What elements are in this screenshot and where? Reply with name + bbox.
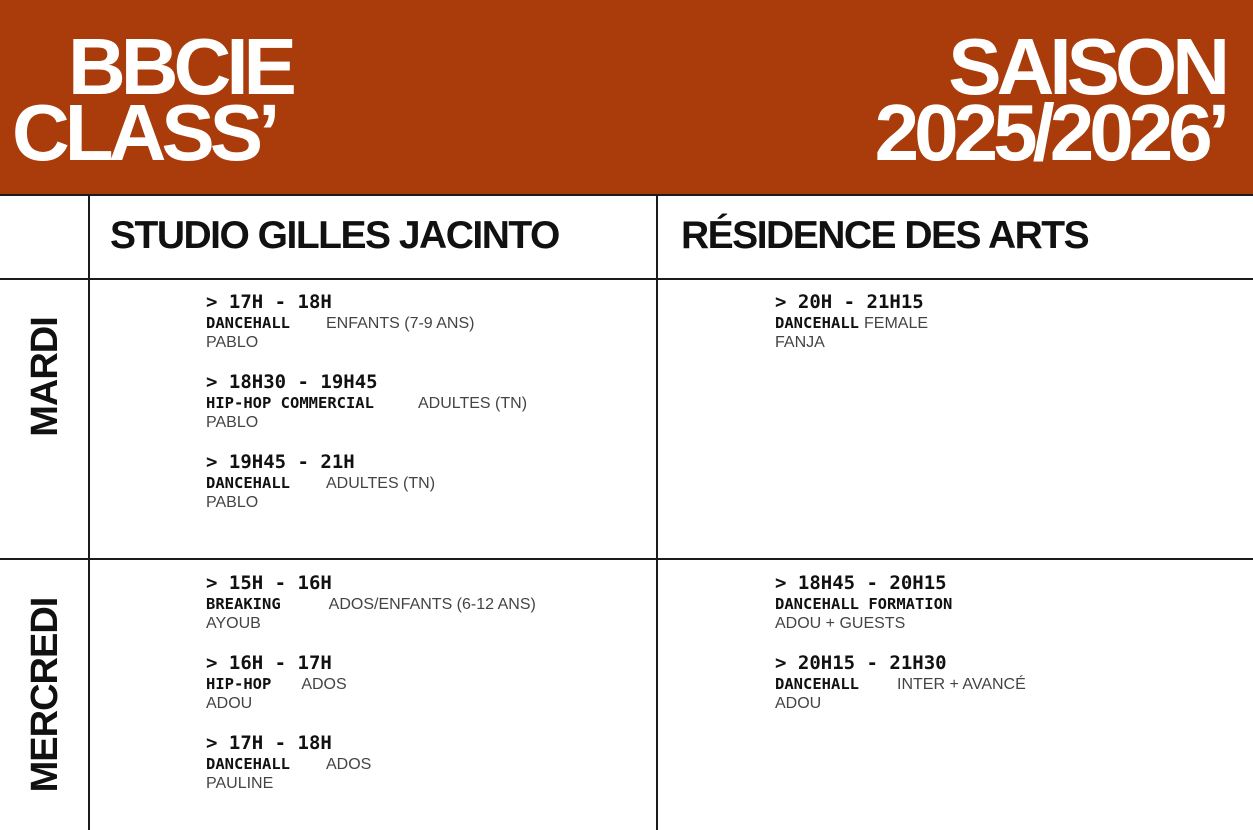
slot-level: ADOS [326,756,372,773]
slot-teacher: ADOU + GUESTS [775,615,906,632]
slot-level: INTER + AVANCÉ [897,676,1026,693]
class-title [12,22,292,177]
slot-teacher: PAULINE [206,775,274,792]
class-slot [775,572,952,634]
grid-line-top [0,194,1253,196]
slot-teacher: PABLO [206,494,259,511]
venue-header-studio: STUDIO GILLES JACINTO [110,214,559,257]
slot-teacher: FANJA [775,334,825,351]
grid-line-day-separator [0,558,1253,560]
slot-style: HIP-HOP COMMERCIAL [206,394,374,412]
slot-teacher: AYOUB [206,615,261,632]
class-slot [206,371,527,433]
slot-time: > 18H30 - 19H45 [206,371,378,393]
slot-style: DANCEHALL [206,314,290,332]
class-title-line2: CLASS’ [12,88,276,177]
slot-level: FEMALE [864,315,929,332]
slot-style: DANCEHALL [775,675,859,693]
class-slot [206,652,347,714]
slot-teacher: PABLO [206,334,259,351]
slot-style: DANCEHALL FORMATION [775,595,953,613]
slot-teacher: PABLO [206,414,259,431]
slot-level: ADOS [301,676,347,693]
class-slot [206,572,536,634]
slot-level: ADOS/ENFANTS (6-12 ANS) [328,596,536,613]
slot-level: ENFANTS (7-9 ANS) [326,315,475,332]
slot-style: DANCEHALL [206,474,290,492]
slot-level: ADULTES (TN) [417,395,528,412]
slot-time: > 17H - 18H [206,732,332,754]
season-title [874,22,1225,177]
day-label-mercredi: MERCREDI [24,597,66,793]
grid-line-day-column [88,195,90,830]
slot-time: > 20H - 21H15 [775,291,924,313]
slot-style: HIP-HOP [206,675,272,693]
slot-teacher: ADOU [775,695,822,712]
slot-time: > 19H45 - 21H [206,451,355,473]
class-slot [206,732,371,794]
slot-time: > 18H45 - 20H15 [775,572,947,594]
class-slot [206,451,435,513]
class-title-line1: BBCIE [68,22,292,111]
slot-style: BREAKING [206,595,281,613]
grid-line-header-bottom [0,278,1253,280]
slot-style: DANCEHALL [775,314,859,332]
header-banner [0,0,1253,195]
slot-level: ADULTES (TN) [326,475,436,492]
season-title-line2: 2025/2026’ [874,88,1225,177]
class-slot [206,291,474,353]
slot-teacher: ADOU [206,695,253,712]
slot-style: DANCEHALL [206,755,290,773]
venue-header-residence: RÉSIDENCE DES ARTS [681,214,1089,257]
class-slot [775,291,928,353]
season-title-line1: SAISON [948,22,1225,111]
grid-line-venue-separator [656,195,658,830]
day-label-mardi: MARDI [24,317,66,437]
slot-time: > 16H - 17H [206,652,332,674]
slot-time: > 20H15 - 21H30 [775,652,947,674]
slot-time: > 17H - 18H [206,291,332,313]
slot-time: > 15H - 16H [206,572,332,594]
class-slot [775,652,1026,714]
